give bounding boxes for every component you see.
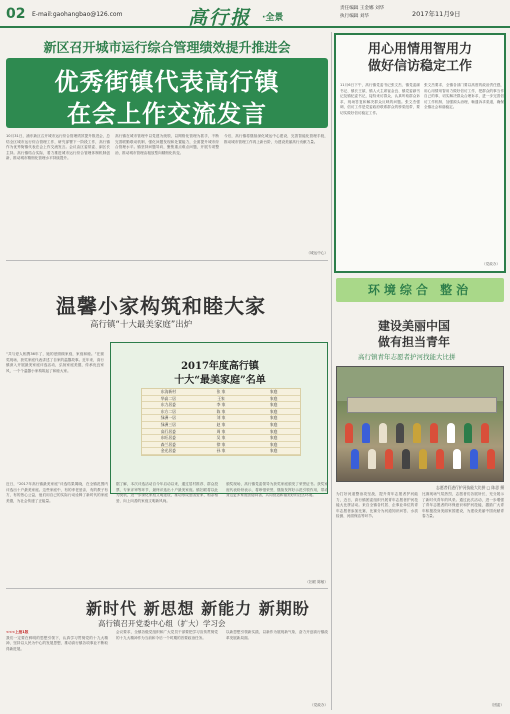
table-cell: 刘 家 bbox=[216, 415, 226, 421]
table-row bbox=[142, 448, 300, 455]
continued-from-marker: <<<上接1版 bbox=[6, 630, 29, 634]
header-email: E-mail:gaohangbao@126.com bbox=[32, 11, 123, 18]
section-divider bbox=[6, 588, 328, 589]
story3-subtitle: 高行镇“十大最美家庭”出炉 bbox=[90, 320, 193, 330]
photo-person bbox=[453, 449, 461, 469]
photo-person bbox=[436, 449, 444, 469]
table-cell: 张 家 bbox=[216, 389, 226, 394]
story5-col2: 会议要求，全镇各级党组织和广大党员干部要把学习宣传贯彻党的十九大精神作为当前和今后一个时期的首要政治任务。 bbox=[116, 630, 218, 640]
masthead-logo: 高行报 bbox=[188, 7, 252, 29]
photo-person bbox=[430, 423, 438, 443]
photo-person bbox=[396, 423, 404, 443]
photo-person bbox=[447, 423, 455, 443]
table-row bbox=[142, 415, 300, 422]
env-banner-text: 环境综合 整治 bbox=[367, 283, 473, 297]
table-cell: 家庭 bbox=[269, 402, 278, 408]
story1-byline: （城运中心） bbox=[306, 251, 328, 255]
story4-title-line2: 做有担当青年 bbox=[378, 335, 451, 349]
story3-byline: （妇联 陈敏） bbox=[305, 580, 328, 584]
photo-person bbox=[470, 449, 478, 469]
table-cell: 家庭 bbox=[269, 435, 278, 441]
story1-headline-line1: 优秀街镇代表高行镇 bbox=[54, 67, 280, 96]
table-cell: 家庭 bbox=[269, 389, 278, 394]
story3-intro: “共与爱人相携36年了，她的爱照顾家庭，家庭和睦。”在颁奖现场，获奖家庭代表讲述了自家的温馨故事。近年来，高行镇深入开展最美家庭评选活动，弘扬家庭美德，传承优良家风，一个个温馨小家构筑起了和睦大家。 bbox=[6, 352, 104, 373]
table-cell: 吴 家 bbox=[216, 435, 226, 441]
story4-title bbox=[378, 318, 498, 350]
story4-title-line1: 建设美丽中国 bbox=[378, 319, 451, 333]
story4-subtitle: 高行镇青年志愿者护河找能大比拼 bbox=[358, 353, 456, 361]
story1-col1: 10月31日，浦东新区召开城市运行综合管理绩效提升推进会，总结全区城市运行综合管理工作，研究部署下一阶段工作，高行镇作为优秀街镇代表在会上作交流发言。会议由区委常委、副区长主持。高行镇结合实际，着力推进城市运行综合管理体制机制创新，推动城市精细化管理水平持续提升。 bbox=[6, 134, 110, 161]
story1-body bbox=[6, 134, 328, 256]
photo-person bbox=[413, 423, 421, 443]
photo-person bbox=[368, 449, 376, 469]
story3-col2: 据了解，本次评选活动自今年启动以来，通过居村推荐、群众投票、专家评审等环节，最终评选出十户最美家庭。镇妇联将以此为契机，进一步深化家庭文明建设，推动形成爱国爱家、相亲相爱、向上向善的家庭文明新风尚。 bbox=[116, 482, 218, 503]
table-cell: 高行居委 bbox=[160, 428, 176, 434]
photo-person bbox=[345, 423, 353, 443]
photo-person bbox=[487, 449, 495, 469]
photo-person bbox=[481, 423, 489, 443]
story2-title-line1: 用心用情用智用力 bbox=[367, 42, 472, 57]
table-cell: 绿洲三居 bbox=[160, 421, 176, 427]
editor-credits bbox=[340, 5, 384, 21]
table-row bbox=[142, 402, 300, 409]
column-divider bbox=[331, 32, 332, 710]
story2-title bbox=[336, 41, 504, 75]
photo-person bbox=[402, 449, 410, 469]
table-row bbox=[142, 422, 300, 429]
table-row bbox=[142, 435, 300, 442]
story3-title: 温馨小家构筑和睦大家 bbox=[56, 294, 266, 318]
photo-person bbox=[379, 423, 387, 443]
table-row bbox=[142, 396, 300, 403]
story2-title-line2: 做好信访稳定工作 bbox=[367, 59, 472, 74]
story2-box bbox=[334, 33, 506, 273]
story5-col1 bbox=[6, 630, 108, 710]
table-cell: 家庭 bbox=[269, 421, 278, 427]
story1-headline-line2: 在会上作交流发言 bbox=[67, 99, 267, 128]
story4-byline: （团委） bbox=[489, 703, 504, 707]
table-cell: 东方二居 bbox=[160, 408, 176, 414]
story5-body bbox=[6, 630, 328, 710]
story4-col-b: 比赛现场气氛热烈，志愿者们各展所长，充分展示了新时代青年的风采。通过此次活动，进一步增强了青年志愿者的环保意识和护河技能，激励广大青年积极投身美丽家园建设，为建设美丽中国贡献青春力量。 bbox=[422, 492, 504, 519]
story5-col1-text: 我们一定要在鲜明的思想引领下，认真学习贯彻党的十九大精神，坚持以人民为中心的发展思想，推动高行镇各项事业不断取得新进展。 bbox=[6, 635, 108, 651]
page-number: 02 bbox=[6, 6, 26, 22]
story4-body bbox=[336, 492, 504, 708]
story5-col3: 以新思想引领新实践，以新作为展现新气象，奋力开创高行镇改革发展新局面。 bbox=[226, 630, 328, 640]
table-cell: 王家 bbox=[217, 395, 225, 401]
photo-banner bbox=[347, 397, 497, 413]
table-cell: 金光居委 bbox=[160, 448, 176, 454]
editor-line: 执行编辑 刘华 bbox=[340, 14, 370, 19]
table-cell: 家庭 bbox=[269, 428, 278, 434]
table-cell: 赵 家 bbox=[216, 421, 226, 427]
table-cell: 家庭 bbox=[269, 441, 278, 447]
page-header bbox=[0, 0, 510, 28]
story1-col3: 今后，高行镇将继续深化城运中心建设，完善智能化管理手段，推动城市管理工作再上新台阶，为建设美丽高行贡献力量。 bbox=[224, 134, 328, 144]
table-cell: 家庭 bbox=[269, 448, 278, 454]
table-cell: 绿洲一居 bbox=[160, 415, 176, 421]
story2-body bbox=[340, 83, 504, 271]
table-row bbox=[142, 409, 300, 416]
story1-headline-banner bbox=[6, 58, 328, 128]
best-family-table bbox=[141, 388, 301, 456]
table-cell: 华高二居 bbox=[160, 395, 176, 401]
table-cell: 周 家 bbox=[216, 428, 226, 434]
table-cell: 家庭 bbox=[269, 408, 278, 414]
list-box-title-line2: 十大“最美家庭”名单 bbox=[174, 375, 266, 386]
story2-byline: （党政办） bbox=[482, 262, 500, 266]
table-cell: 东力居委 bbox=[160, 402, 176, 408]
env-section-banner bbox=[336, 278, 504, 302]
story1-col2: 高行镇在城市管理中以党建为统领，以网格化管理为抓手，不断完善联勤联动机制，强化问题发现和处置能力，全面提升城市综合管理水平。镇坚持问题导向，聚焦重点难点问题，开展专项整治，推动城市管理由粗放型向精细化转变。 bbox=[115, 134, 219, 155]
photo-person bbox=[464, 423, 472, 443]
table-cell: 徐 家 bbox=[216, 441, 226, 447]
table-row bbox=[142, 429, 300, 436]
issue-date: 2017年11月9日 bbox=[412, 10, 461, 18]
photo-caption: 志愿者们进行护河技能大比拼 □ 陈思 摄 bbox=[436, 485, 504, 490]
photo-person bbox=[419, 449, 427, 469]
story3-body bbox=[6, 482, 328, 585]
table-cell: 森兰居委 bbox=[160, 441, 176, 447]
table-cell: 家庭 bbox=[269, 415, 278, 421]
story3-col3: 颁奖现场，高行镇党委领导为获奖家庭颁发了荣誉证书。获奖家庭代表纷纷表示，将珍惜荣誉，继续发挥好示范引领作用，带动身边更多家庭崇德向善，共同营造和谐美好的社区环境。 bbox=[226, 482, 328, 498]
table-cell: 家庭 bbox=[269, 395, 278, 401]
table-cell: 东旺居委 bbox=[160, 435, 176, 441]
story2-col-b: 张文杰要求，全镇各部门要以高度的政治责任感，用心用情用智用力做好信访工作，把群众的事当作自己的事，切实解决群众合理诉求，进一步完善信访工作机制，加强源头治理，畅通诉求渠道，确保全镇社会和谐稳定。 bbox=[424, 83, 504, 110]
story5-byline: （党政办） bbox=[310, 703, 328, 707]
photo-person bbox=[351, 449, 359, 469]
volunteer-group-photo bbox=[336, 366, 504, 482]
story1-kicker: 新区召开城市运行综合管理绩效提升推进会 bbox=[43, 41, 291, 56]
story5-subtitle: 高行镇召开党委中心组（扩大）学习会 bbox=[98, 619, 226, 628]
table-row bbox=[142, 442, 300, 449]
section-label: ·全景 bbox=[262, 13, 284, 23]
photo-person bbox=[385, 449, 393, 469]
table-cell: 东沟新村 bbox=[160, 389, 176, 394]
editor-line: 责任编辑 王金娜 刘华 bbox=[340, 6, 385, 11]
best-family-list-box bbox=[110, 342, 328, 494]
table-cell: 陈 家 bbox=[216, 408, 226, 414]
story4-col-a: 为打好河道整治攻坚战，提升青年志愿者护河能力，近日，高行镇团委组织开展青年志愿者护河技能大比拼活动。来自全镇各村居、企事业单位的青年志愿者参加比赛，比赛分为河道知识问答、水质检测、河面保洁等环节。 bbox=[336, 492, 418, 519]
table-cell: 孙 家 bbox=[216, 448, 226, 454]
table-row bbox=[142, 389, 300, 396]
photo-background bbox=[337, 367, 504, 401]
story3-col1: 近日，“2017年高行镇最美家庭”评选结果揭晓，在全镇范围内评选出十户最美家庭。这些家庭中，有的孝老爱亲，有的教子有方，有的热心公益，他们用自己的实际行动诠释了新时代的家庭美德，为社会传递了正能量。 bbox=[6, 482, 108, 503]
story5-title: 新时代 新思想 新能力 新期盼 bbox=[86, 599, 310, 618]
list-box-title-line1: 2017年度高行镇 bbox=[181, 361, 259, 372]
table-cell: 李 家 bbox=[216, 402, 226, 408]
section-divider bbox=[6, 260, 328, 261]
story2-col-a: 11月6日下午，高行镇党委书记张文杰、镇党委副书记、镇长王斌、镇人大主席崔金良、镇党委副书记及镇纪委书记，接待来访群众，认真听取群众诉求，现场答复和解决群众反映的问题。张文杰强调，信访工作是党委政府联系群众的桥梁纽带，要切实做好信访稳定工作。 bbox=[340, 83, 420, 115]
photo-person bbox=[362, 423, 370, 443]
